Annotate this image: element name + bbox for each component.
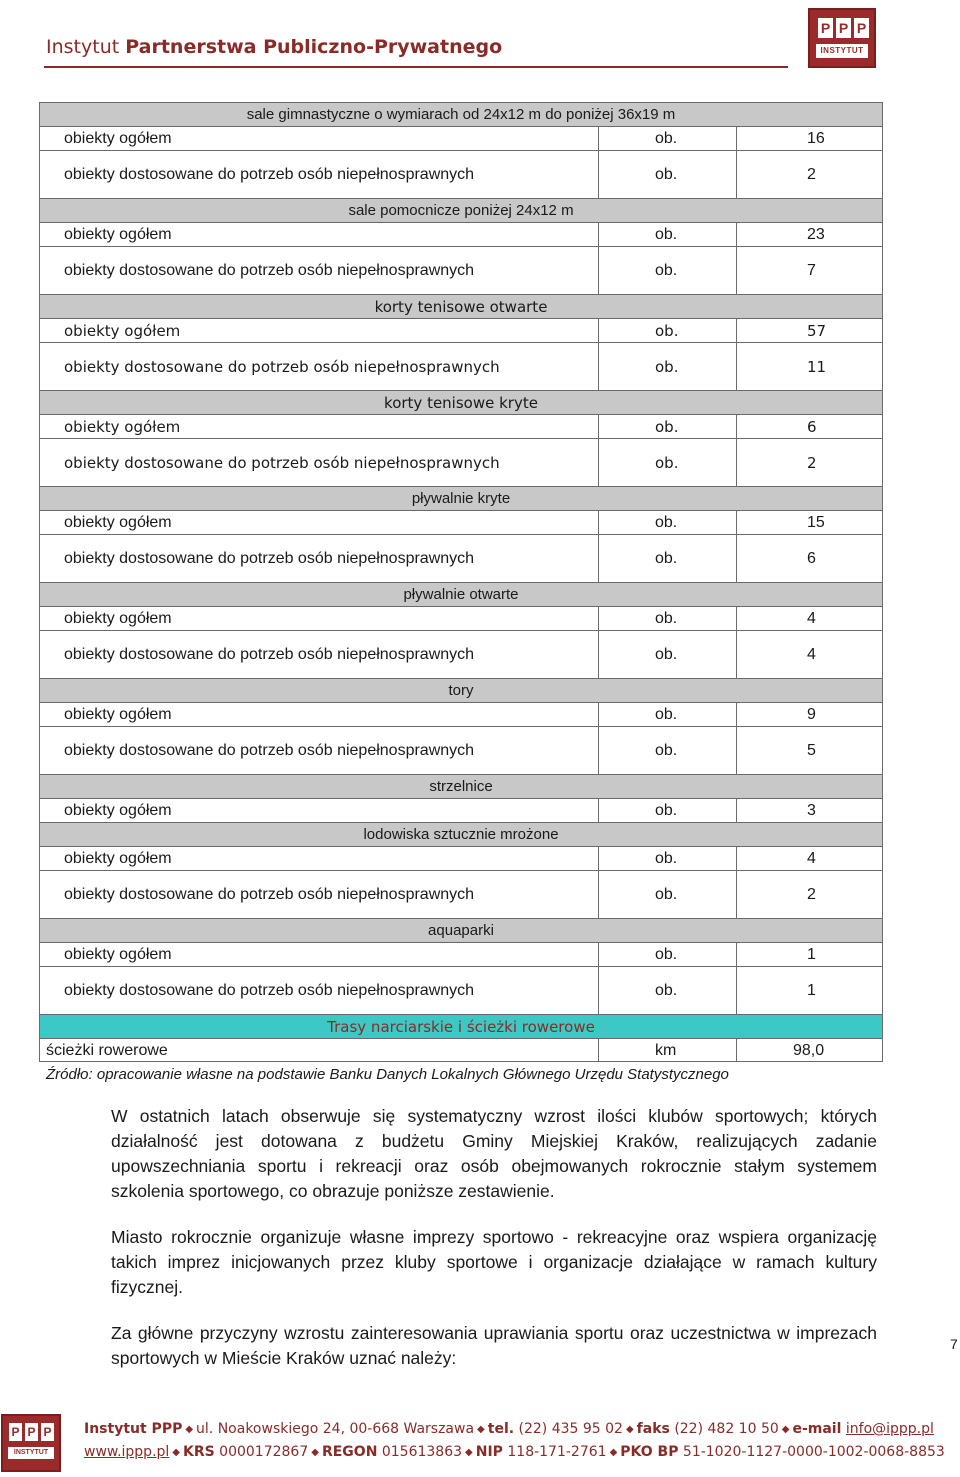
table-row xyxy=(39,438,883,486)
section-header: tory xyxy=(39,678,883,702)
row-value: 6 xyxy=(736,535,882,582)
row-value: 6 xyxy=(736,415,882,438)
row-unit: ob. xyxy=(598,631,736,678)
footer-logo-subtitle: INSTYTUT xyxy=(8,1447,54,1459)
table-row xyxy=(39,942,883,966)
logo-letter: P xyxy=(9,1423,22,1441)
row-unit: ob. xyxy=(598,343,736,390)
table-row xyxy=(39,534,883,582)
footer-bank-label: PKO BP xyxy=(620,1444,679,1460)
table-source-note: Źródło: opracowanie własne na podstawie Banku Danych Lokalnych Głównego Urzędu Statystycznego xyxy=(46,1066,729,1083)
table-row xyxy=(39,510,883,534)
row-label: obiekty dostosowane do potrzeb osób niepełnosprawnych xyxy=(64,742,475,759)
row-unit: ob. xyxy=(598,847,736,870)
row-unit: ob. xyxy=(598,727,736,774)
footer-regon: 015613863 xyxy=(381,1444,463,1460)
row-value: 1 xyxy=(736,943,882,966)
row-value: 2 xyxy=(736,871,882,918)
section-header: korty tenisowe kryte xyxy=(39,390,883,414)
row-label: obiekty ogółem xyxy=(64,802,172,819)
row-value: 7 xyxy=(736,247,882,294)
row-label: obiekty ogółem xyxy=(64,610,172,627)
row-label: obiekty dostosowane do potrzeb osób niepełnosprawnych xyxy=(64,358,500,376)
row-label: obiekty dostosowane do potrzeb osób niepełnosprawnych xyxy=(64,454,500,472)
logo-letter: P xyxy=(836,18,851,38)
paragraph-events: Miasto rokrocznie organizuje własne imprezy sportowo - rekreacyjne oraz wspiera organizację takich imprez inicjowanych przez kluby sportowe i organizacje działające w ramach kultury fizycznej. xyxy=(111,1227,877,1297)
header-title-bold: Partnerstwa Publiczno-Prywatnego xyxy=(125,36,503,58)
row-value: 4 xyxy=(736,847,882,870)
logo-subtitle: INSTYTUT xyxy=(816,44,868,58)
diamond-separator-icon: ◆ xyxy=(609,1447,618,1458)
section-header: korty tenisowe otwarte xyxy=(39,294,883,318)
row-unit: ob. xyxy=(598,415,736,438)
table-row xyxy=(39,1038,883,1062)
row-unit: km xyxy=(598,1039,736,1061)
paragraph-clubs: W ostatnich latach obserwuje się systematyczny wzrost ilości klubów sportowych; których działalność jest dotowana z budżetu Gminy Miejskiej Kraków, realizujących zadanie upowszechniania sportu i rekreacji oraz osób obejmowanych rokrocznie stałym systemem szkolenia sportowego, co obrazuje poniższe zestawienie. xyxy=(111,1106,877,1201)
footer-address: ul. Noakowskiego 24, 00-668 Warszawa xyxy=(196,1421,475,1437)
row-value: 1 xyxy=(736,967,882,1014)
section-header: aquaparki xyxy=(39,918,883,942)
table-row xyxy=(39,870,883,918)
row-unit: ob. xyxy=(598,871,736,918)
table-row xyxy=(39,222,883,246)
logo-letter: P xyxy=(41,1423,54,1441)
header-title-prefix: Instytut xyxy=(46,36,126,58)
row-label: obiekty ogółem xyxy=(64,706,172,723)
section-header: strzelnice xyxy=(39,774,883,798)
row-value: 57 xyxy=(736,319,882,342)
section-header: Trasy narciarskie i ścieżki rowerowe xyxy=(39,1014,883,1038)
footer-registry-line xyxy=(84,1444,945,1460)
row-label: obiekty ogółem xyxy=(64,418,181,436)
row-unit: ob. xyxy=(598,151,736,198)
logo-letter: P xyxy=(818,18,833,38)
row-unit: ob. xyxy=(598,535,736,582)
row-value: 15 xyxy=(736,511,882,534)
header-divider xyxy=(44,66,788,68)
diamond-separator-icon: ◆ xyxy=(477,1424,485,1435)
footer-email-label: e-mail xyxy=(792,1421,842,1437)
row-value: 23 xyxy=(736,223,882,246)
row-value: 4 xyxy=(736,631,882,678)
row-label: obiekty ogółem xyxy=(64,514,172,531)
row-value: 2 xyxy=(736,439,882,486)
diamond-separator-icon: ◆ xyxy=(172,1447,180,1458)
row-label: obiekty ogółem xyxy=(64,850,172,867)
row-label: obiekty dostosowane do potrzeb osób niepełnosprawnych xyxy=(64,262,475,279)
table-row xyxy=(39,318,883,342)
footer-email-link[interactable]: info@ippp.pl xyxy=(845,1421,934,1437)
footer-nip-label: NIP xyxy=(475,1444,503,1460)
table-row xyxy=(39,150,883,198)
row-unit: ob. xyxy=(598,247,736,294)
row-label: obiekty ogółem xyxy=(64,130,172,147)
row-unit: ob. xyxy=(598,223,736,246)
table-row xyxy=(39,414,883,438)
footer-fax-label: faks xyxy=(636,1421,670,1437)
diamond-separator-icon: ◆ xyxy=(311,1447,319,1458)
row-unit: ob. xyxy=(598,967,736,1014)
logo-letters xyxy=(818,18,869,38)
row-label: obiekty dostosowane do potrzeb osób niepełnosprawnych xyxy=(64,982,475,999)
row-unit: ob. xyxy=(598,439,736,486)
footer-website-link[interactable]: www.ippp.pl xyxy=(84,1444,170,1460)
page-number: 7 xyxy=(950,1336,958,1352)
table-row xyxy=(39,846,883,870)
row-value: 9 xyxy=(736,703,882,726)
table-row xyxy=(39,966,883,1014)
row-label: ścieżki rowerowe xyxy=(46,1042,168,1059)
row-value: 3 xyxy=(736,799,882,822)
section-header: pływalnie kryte xyxy=(39,486,883,510)
row-value: 16 xyxy=(736,127,882,150)
row-unit: ob. xyxy=(598,943,736,966)
row-label: obiekty ogółem xyxy=(64,946,172,963)
row-unit: ob. xyxy=(598,127,736,150)
diamond-separator-icon: ◆ xyxy=(185,1424,194,1435)
table-row xyxy=(39,342,883,390)
row-label: obiekty dostosowane do potrzeb osób niepełnosprawnych xyxy=(64,550,475,567)
row-value: 11 xyxy=(736,343,882,390)
table-row xyxy=(39,702,883,726)
table-row xyxy=(39,726,883,774)
diamond-separator-icon: ◆ xyxy=(781,1424,790,1435)
row-label: obiekty ogółem xyxy=(64,226,172,243)
diamond-separator-icon: ◆ xyxy=(625,1424,634,1435)
section-header: sale pomocnicze poniżej 24x12 m xyxy=(39,198,883,222)
footer-nip: 118-171-2761 xyxy=(507,1444,607,1460)
row-value: 2 xyxy=(736,151,882,198)
footer-bank: 51-1020-1127-0000-1002-0068-8853 xyxy=(682,1444,945,1460)
row-unit: ob. xyxy=(598,319,736,342)
row-label: obiekty dostosowane do potrzeb osób niepełnosprawnych xyxy=(64,166,475,183)
logo-letter: P xyxy=(854,18,869,38)
paragraph-reasons: Za główne przyczyny wzrostu zainteresowania uprawiania sportu oraz uczestnictwa w imprezach sportowych w Mieście Kraków uznać należy: xyxy=(111,1323,877,1368)
row-unit: ob. xyxy=(598,799,736,822)
row-unit: ob. xyxy=(598,607,736,630)
row-value: 4 xyxy=(736,607,882,630)
table-row xyxy=(39,606,883,630)
logo-letter: P xyxy=(25,1423,38,1441)
footer-tel: (22) 435 95 02 xyxy=(518,1421,623,1437)
diamond-separator-icon: ◆ xyxy=(465,1447,473,1458)
section-header: sale gimnastyczne o wymiarach od 24x12 m do poniżej 36x19 m xyxy=(39,102,883,126)
header-title xyxy=(46,36,502,58)
footer-regon-label: REGON xyxy=(321,1444,378,1460)
footer-logo-icon xyxy=(1,1414,61,1472)
footer-krs-label: KRS xyxy=(183,1444,215,1460)
footer-tel-label: tel. xyxy=(487,1421,515,1437)
row-unit: ob. xyxy=(598,703,736,726)
footer-contact-line xyxy=(84,1421,934,1437)
table-row xyxy=(39,246,883,294)
footer-logo-letters xyxy=(9,1423,54,1441)
table-row xyxy=(39,630,883,678)
row-label: obiekty dostosowane do potrzeb osób niepełnosprawnych xyxy=(64,646,475,663)
section-header: pływalnie otwarte xyxy=(39,582,883,606)
table-row xyxy=(39,126,883,150)
row-value: 5 xyxy=(736,727,882,774)
section-header: lodowiska sztucznie mrożone xyxy=(39,822,883,846)
footer-org: Instytut PPP xyxy=(84,1421,183,1437)
footer-fax: (22) 482 10 50 xyxy=(674,1421,779,1437)
ippp-logo-icon xyxy=(808,8,876,68)
row-unit: ob. xyxy=(598,511,736,534)
row-value: 98,0 xyxy=(736,1039,882,1061)
row-label: obiekty dostosowane do potrzeb osób niepełnosprawnych xyxy=(64,886,475,903)
table-row xyxy=(39,798,883,822)
sports-facilities-table xyxy=(39,102,883,1062)
footer-krs: 0000172867 xyxy=(219,1444,309,1460)
row-label: obiekty ogółem xyxy=(64,322,181,340)
